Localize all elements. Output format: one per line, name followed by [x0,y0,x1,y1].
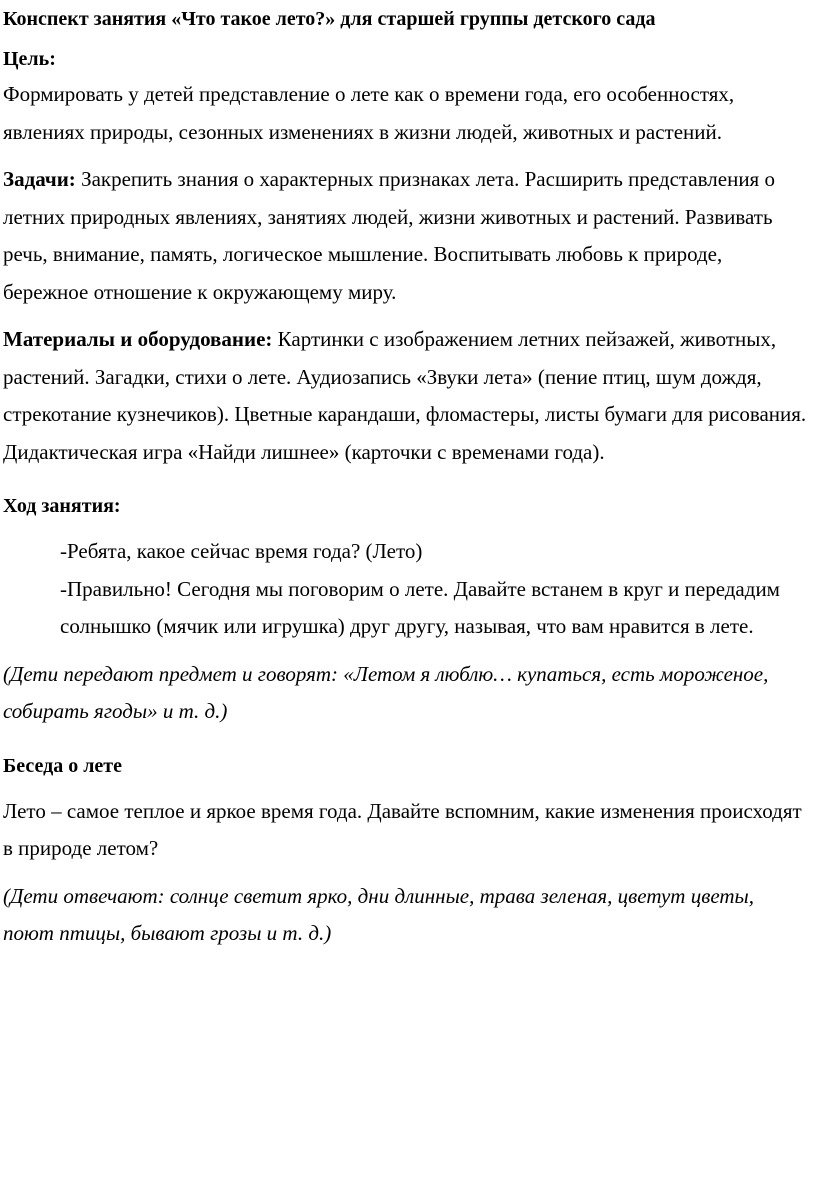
procedure-label: Ход занятия: [3,495,121,517]
materials-label: Материалы и оборудование: [3,327,273,351]
goal-label: Цель: [3,48,56,70]
conversation-label: Беседа о лете [3,754,122,777]
materials-paragraph [3,321,808,471]
tasks-paragraph [3,161,808,311]
tasks-label: Задачи: [3,167,76,191]
procedure-line-2: -Правильно! Сегодня мы поговорим о лете. Давайте встанем в круг и передадим солнышко (мячик или игрушка) друг другу, называя, что вам нравится в лете. [60,576,780,638]
procedure-note: (Дети передают предмет и говорят: «Летом я люблю… купаться, есть мороженое, собирать ягоды» и т. д.) [3,661,769,723]
procedure-dialogue [3,533,808,646]
procedure-line-1: -Ребята, какое сейчас время года? (Лето) [60,539,423,563]
goal-text: Формировать у детей представление о лете как о времени года, его особенностях, явлениях природы, сезонных изменениях в жизни людей, животных и растений. [3,82,735,144]
conversation-text: Лето – самое теплое и яркое время года. Давайте вспомним, какие изменения происходят в природе летом? [3,798,802,860]
document-title: Конспект занятия «Что такое лето?» для старшей группы детского сада [3,8,656,30]
conversation-note: (Дети отвечают: солнце светит ярко, дни длинные, трава зеленая, цветут цветы, поют птицы, бывают грозы и т. д.) [3,883,755,945]
tasks-text: Закрепить знания о характерных признаках лета. Расширить представления о летних природных явлениях, занятиях людей, жизни животных и растений. Развивать речь, внимание, память, логическое мышление. Воспитывать любовь к природе, бережное отношение к окружающему миру. [3,167,775,304]
materials-text: Картинки с изображением летних пейзажей, животных, растений. Загадки, стихи о лете. Аудиозапись «Звуки лета» (пение птиц, шум дождя, стрекотание кузнечиков). Цветные карандаши, фломастеры, листы бумаги для рисования. Дидактическая игра «Найди лишнее» (карточки с временами года). [3,327,807,464]
